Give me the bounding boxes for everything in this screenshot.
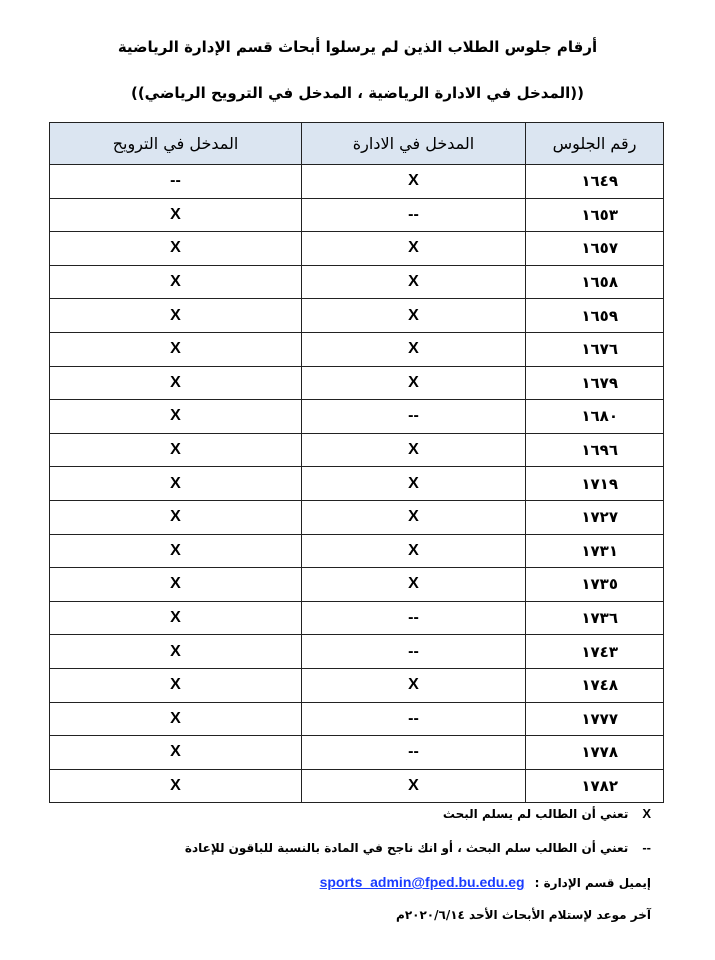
seat-number-cell: ١٦٥٨	[526, 265, 664, 299]
table-row	[50, 668, 664, 702]
table-row	[50, 702, 664, 736]
recreation-status-cell: X	[50, 568, 302, 602]
email-label: إيميل قسم الإدارة :	[534, 876, 651, 890]
recreation-status-cell: X	[50, 534, 302, 568]
recreation-status-cell: X	[50, 400, 302, 434]
seat-number-cell: ١٦٥٩	[526, 299, 664, 333]
table-header-row	[50, 123, 664, 165]
table-row	[50, 165, 664, 199]
recreation-status-cell: X	[50, 668, 302, 702]
admin-status-cell: --	[302, 198, 526, 232]
admin-status-cell: X	[302, 299, 526, 333]
email-link[interactable]: sports_admin@fped.bu.edu.eg	[319, 874, 525, 890]
recreation-status-cell: X	[50, 467, 302, 501]
admin-status-cell: X	[302, 332, 526, 366]
recreation-status-cell: X	[50, 433, 302, 467]
seat-number-cell: ١٧٤٨	[526, 668, 664, 702]
column-header-recreation: المدخل في الترويح	[50, 123, 302, 165]
seat-number-cell: ١٦٩٦	[526, 433, 664, 467]
seat-number-cell: ١٦٨٠	[526, 400, 664, 434]
recreation-status-cell: X	[50, 299, 302, 333]
recreation-status-cell: X	[50, 635, 302, 669]
seat-number-cell: ١٦٧٦	[526, 332, 664, 366]
table-row	[50, 534, 664, 568]
seat-number-cell: ١٦٤٩	[526, 165, 664, 199]
seat-number-cell: ١٧٧٨	[526, 736, 664, 770]
admin-status-cell: X	[302, 433, 526, 467]
table-row	[50, 635, 664, 669]
seat-numbers-table	[49, 122, 664, 803]
admin-status-cell: X	[302, 568, 526, 602]
recreation-status-cell: X	[50, 332, 302, 366]
recreation-status-cell: X	[50, 232, 302, 266]
deadline-note: آخر موعد لإستلام الأبحاث الأحد ٢٠٢٠/٦/١٤م	[396, 908, 651, 922]
legend-x	[443, 806, 651, 821]
admin-status-cell: X	[302, 232, 526, 266]
admin-status-cell: X	[302, 467, 526, 501]
table-row	[50, 265, 664, 299]
seat-number-cell: ١٦٥٧	[526, 232, 664, 266]
page-title: أرقام جلوس الطلاب الذين لم يرسلوا أبحاث قسم الإدارة الرياضية	[117, 38, 598, 56]
seat-number-cell: ١٦٧٩	[526, 366, 664, 400]
email-line	[320, 874, 651, 890]
legend-dash-text: تعني أن الطالب سلم البحث ، أو انك ناجح في المادة بالنسبة للباقون للإعادة	[184, 841, 629, 855]
recreation-status-cell: X	[50, 601, 302, 635]
recreation-status-cell: X	[50, 198, 302, 232]
table-row	[50, 198, 664, 232]
table-row	[50, 400, 664, 434]
admin-status-cell: --	[302, 400, 526, 434]
legend-dash	[185, 840, 651, 855]
page-subtitle: ((المدخل في الادارة الرياضية ، المدخل في الترويح الرياضي))	[130, 84, 585, 102]
seat-number-cell: ١٦٥٣	[526, 198, 664, 232]
table-row	[50, 232, 664, 266]
seat-number-cell: ١٧٣٦	[526, 601, 664, 635]
admin-status-cell: X	[302, 769, 526, 803]
admin-status-cell: X	[302, 534, 526, 568]
recreation-status-cell: X	[50, 736, 302, 770]
table-row	[50, 769, 664, 803]
admin-status-cell: X	[302, 668, 526, 702]
seat-number-cell: ١٧٣١	[526, 534, 664, 568]
admin-status-cell: X	[302, 265, 526, 299]
table-row	[50, 736, 664, 770]
seat-number-cell: ١٧٢٧	[526, 500, 664, 534]
table-row	[50, 467, 664, 501]
recreation-status-cell: X	[50, 500, 302, 534]
recreation-status-cell: X	[50, 702, 302, 736]
seat-number-cell: ١٧٨٢	[526, 769, 664, 803]
seat-number-cell: ١٧٣٥	[526, 568, 664, 602]
seat-number-cell: ١٧٤٣	[526, 635, 664, 669]
legend-dash-symbol: --	[642, 840, 651, 855]
table-row	[50, 366, 664, 400]
admin-status-cell: --	[302, 601, 526, 635]
recreation-status-cell: X	[50, 769, 302, 803]
admin-status-cell: --	[302, 635, 526, 669]
legend-x-symbol: X	[642, 806, 651, 821]
column-header-admin: المدخل في الادارة	[302, 123, 526, 165]
admin-status-cell: X	[302, 500, 526, 534]
admin-status-cell: --	[302, 702, 526, 736]
table-row	[50, 332, 664, 366]
table-row	[50, 433, 664, 467]
recreation-status-cell: X	[50, 366, 302, 400]
table-row	[50, 601, 664, 635]
table-row	[50, 500, 664, 534]
admin-status-cell: X	[302, 366, 526, 400]
recreation-status-cell: X	[50, 265, 302, 299]
recreation-status-cell: --	[50, 165, 302, 199]
admin-status-cell: X	[302, 165, 526, 199]
column-header-seat: رقم الجلوس	[526, 123, 664, 165]
seat-number-cell: ١٧٧٧	[526, 702, 664, 736]
legend-x-text: تعني أن الطالب لم يسلم البحث	[442, 807, 629, 821]
table-row	[50, 299, 664, 333]
seat-number-cell: ١٧١٩	[526, 467, 664, 501]
table-row	[50, 568, 664, 602]
admin-status-cell: --	[302, 736, 526, 770]
